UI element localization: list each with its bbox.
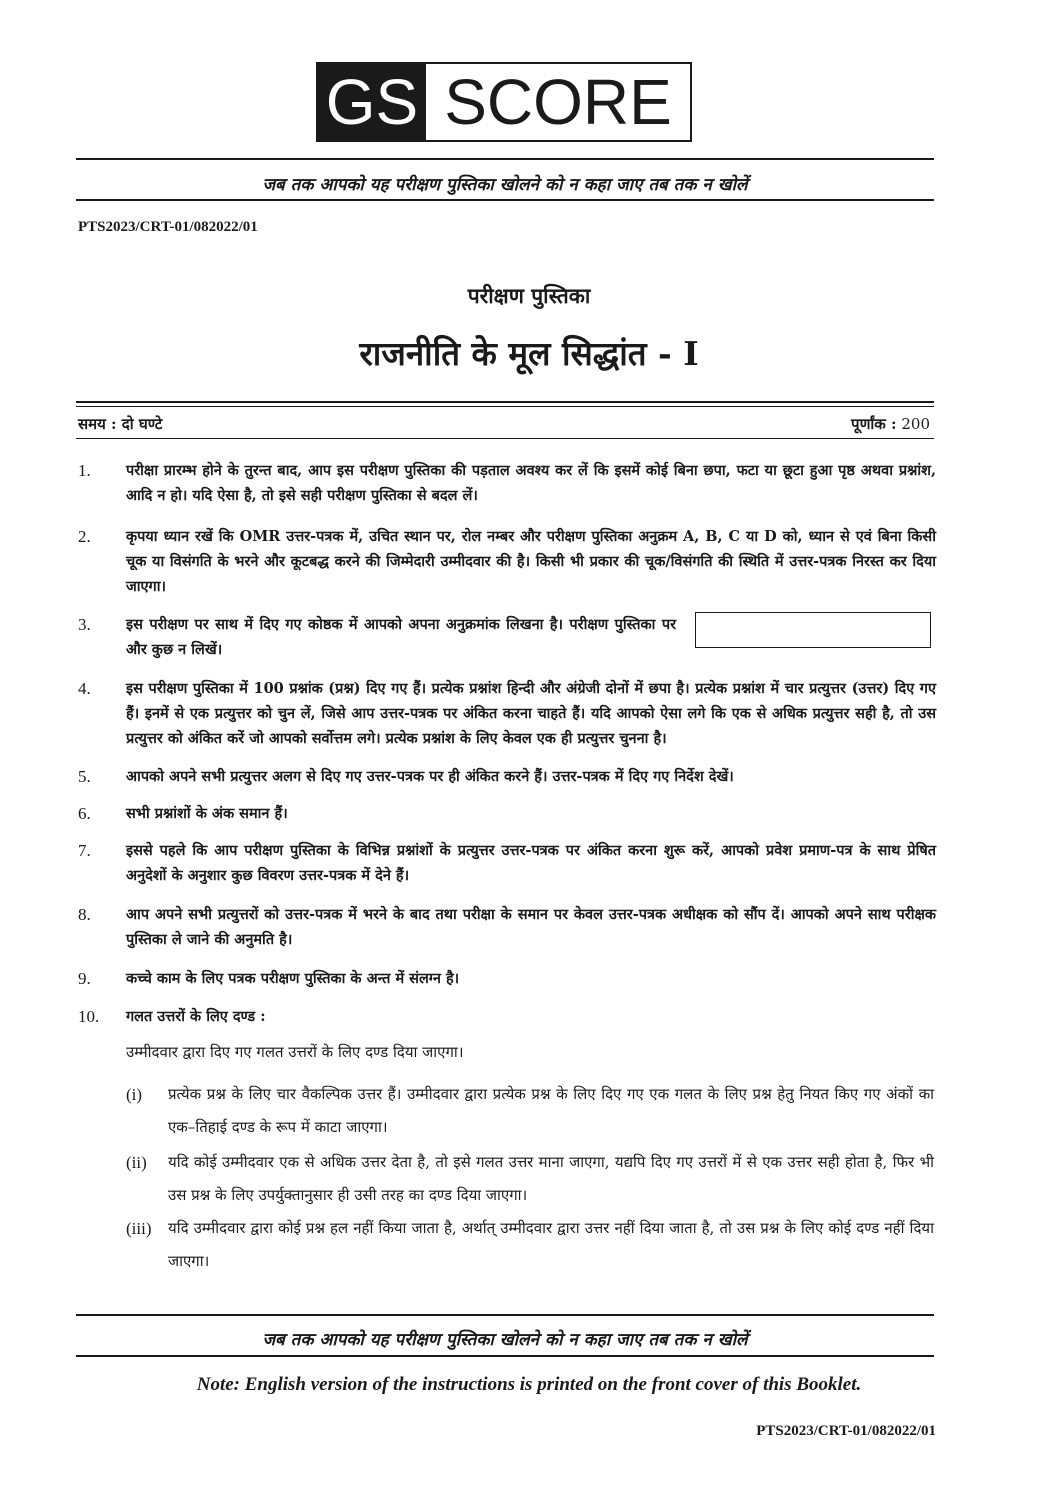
instruction-number: 3. — [78, 615, 91, 634]
time-label: समय : दो घण्टे — [78, 415, 163, 433]
instruction-number: 8. — [78, 905, 91, 924]
instruction-text: कृपया ध्यान रखें कि OMR उत्तर-पत्रक में, उचित स्थान पर, रोल नम्बर और परीक्षण पुस्तिका अनुक्रम A, B, C या D को, ध्यान से एवं बिना किसी चूक या विसंगति के भरने और कूटबद्ध करने की जिम्मेदारी उम्मीदवार की है। किसी भी प्रकार की चूक/विसंगति की स्थिति में उत्तर-पत्रक निरस्त कर दिया जाएगा। — [126, 528, 936, 595]
instruction-item — [78, 764, 936, 789]
instruction-item — [78, 524, 936, 599]
penalty-intro: उम्मीदवार द्वारा दिए गए गलत उत्तरों के लिए दण्ड दिया जाएगा। — [126, 1043, 464, 1061]
instruction-text: इस परीक्षण पर साथ में दिए गए कोष्ठक में आपको अपना अनुक्रमांक लिखना है। परीक्षण पुस्तिका पर और कुछ न लिखें। — [126, 616, 676, 658]
penalty-number: (iii) — [126, 1219, 152, 1238]
instruction-text: इस परीक्षण पुस्तिका में 100 प्रश्नांक (प्रश्न) दिए गए हैं। प्रत्येक प्रश्नांश हिन्दी और अंग्रेजी दोनों में छपा है। प्रत्येक प्रश्नांश में चार प्रत्युत्तर (उत्तर) दिए गए हैं। इनमें से एक प्रत्युत्तर को चुन लें, जिसे आप उत्तर-पत्रक पर अंकित करना चाहते हैं। यदि आपको ऐसा लगे कि एक से अधिक प्रत्युत्तर सही है, तो उस प्रत्युत्तर को अंकित करें जो आपको सर्वोत्तम लगे। प्रत्येक प्रश्नांश के लिए केवल एक ही प्रत्युत्तर चुनना है। — [126, 680, 936, 747]
instruction-number: 9. — [78, 969, 91, 988]
divider-bottom — [76, 1314, 934, 1316]
instruction-number: 10. — [78, 1007, 100, 1026]
instruction-text: गलत उत्तरों के लिए दण्ड : — [126, 1008, 266, 1025]
instruction-number: 7. — [78, 841, 91, 860]
instruction-number: 2. — [78, 527, 91, 546]
instruction-number: 5. — [78, 767, 91, 786]
instruction-text: इससे पहले कि आप परीक्षण पुस्तिका के विभिन्न प्रश्नांशों के प्रत्युत्तर उत्तर-पत्रक पर अंकित करना शुरू करें, आपको प्रवेश प्रमाण-पत्र के साथ प्रेषित अनुदेशों के अनुशार कुछ विवरण उत्तर-पत्रक में देने हैं। — [126, 842, 936, 884]
penalty-number: (ii) — [126, 1153, 147, 1172]
instruction-number: 1. — [78, 461, 91, 480]
penalty-text: यदि उम्मीदवार द्वारा कोई प्रश्न हल नहीं किया जाता है, अर्थात् उम्मीदवार द्वारा उत्तर नहीं दिया जाता है, तो उस प्रश्न के लिए कोई दण्ड नहीं दिया जाएगा। — [168, 1219, 934, 1270]
max-marks-label: पूर्णांक : — [851, 415, 897, 433]
logo-score-text: SCORE — [444, 66, 672, 138]
instruction-item — [78, 902, 936, 952]
max-marks — [851, 414, 930, 434]
warning-top: जब तक आपको यह परीक्षण पुस्तिका खोलने को न कहा जाए तब तक न खोलें — [262, 175, 748, 195]
penalty-number: (i) — [126, 1085, 143, 1104]
instruction-text: आपको अपने सभी प्रत्युत्तर अलग से दिए गए उत्तर-पत्रक पर ही अंकित करने हैं। उत्तर-पत्रक में दिए गए निर्देश देखें। — [126, 768, 734, 785]
instruction-text: कच्चे काम के लिए पत्रक परीक्षण पुस्तिका के अन्त में संलग्न है। — [126, 970, 460, 987]
penalty-text: यदि कोई उम्मीदवार एक से अधिक उत्तर देता है, तो इसे गलत उत्तर माना जाएगा, यद्यपि दिए गए उत्तरों में से एक उत्तर सही होता है, फिर भी उस प्रश्न के लिए उपर्युक्तानुसार ही उसी तरह का दण्ड दिया जाएगा। — [168, 1153, 934, 1204]
penalty-text: प्रत्येक प्रश्न के लिए चार वैकल्पिक उत्तर हैं। उम्मीदवार द्वारा प्रत्येक प्रश्न के लिए दिए गए एक गलत के लिए प्रश्न हेतु नियत किए गए अंकों का एक–तिहाई दण्ड के रूप में काटा जाएगा। — [168, 1085, 934, 1136]
booklet-title: राजनीति के मूल सिद्धांत - I — [359, 334, 699, 373]
instruction-item — [78, 1004, 936, 1029]
instruction-text: आप अपने सभी प्रत्युत्तरों को उत्तर-पत्रक में भरने के बाद तथा परीक्षा के समान पर केवल उत्तर-पत्रक अधीक्षक को सौंप दें। आपको अपने साथ परीक्षक पुस्तिका ले जाने की अनुमति है। — [126, 906, 936, 948]
divider-title-2 — [76, 406, 934, 407]
booklet-code-bottom: PTS2023/CRT-01/082022/01 — [756, 1423, 936, 1439]
max-marks-value: 200 — [901, 415, 930, 433]
divider-bottom-2 — [76, 1355, 934, 1357]
divider-title-1 — [76, 401, 934, 403]
booklet-label: परीक्षण पुस्तिका — [467, 283, 591, 308]
logo-gs-block: GS — [318, 64, 426, 140]
booklet-code-top: PTS2023/CRT-01/082022/01 — [78, 219, 258, 235]
instruction-text: परीक्षा प्रारम्भ होने के तुरन्त बाद, आप इस परीक्षण पुस्तिका की पड़ताल अवश्य कर लें कि इसमें कोई बिना छपा, फटा या छूटा हुआ पृष्ठ अथवा प्रश्नांश, आदि न हो। यदि ऐसा है, तो इसे सही परीक्षण पुस्तिका से बदल लें। — [126, 462, 936, 504]
warning-bottom: जब तक आपको यह परीक्षण पुस्तिका खोलने को न कहा जाए तब तक न खोलें — [262, 1330, 748, 1350]
penalty-item — [126, 1212, 934, 1278]
gs-score-logo — [316, 62, 692, 142]
instruction-item — [78, 838, 936, 888]
instruction-text: सभी प्रश्नांशों के अंक समान हैं। — [126, 805, 288, 822]
instruction-item — [78, 966, 936, 991]
instruction-item — [78, 676, 936, 751]
instruction-item — [78, 458, 936, 508]
instruction-number: 4. — [78, 679, 91, 698]
penalty-item — [126, 1146, 934, 1212]
instruction-item — [78, 801, 936, 826]
divider-top-2 — [76, 199, 934, 201]
english-version-note: Note: English version of the instructions is printed on the front cover of this Booklet. — [196, 1374, 862, 1395]
divider-meta — [76, 438, 934, 439]
instruction-number: 6. — [78, 804, 91, 823]
divider-top — [76, 158, 934, 160]
penalty-item — [126, 1078, 934, 1144]
roll-number-box[interactable] — [695, 612, 931, 648]
